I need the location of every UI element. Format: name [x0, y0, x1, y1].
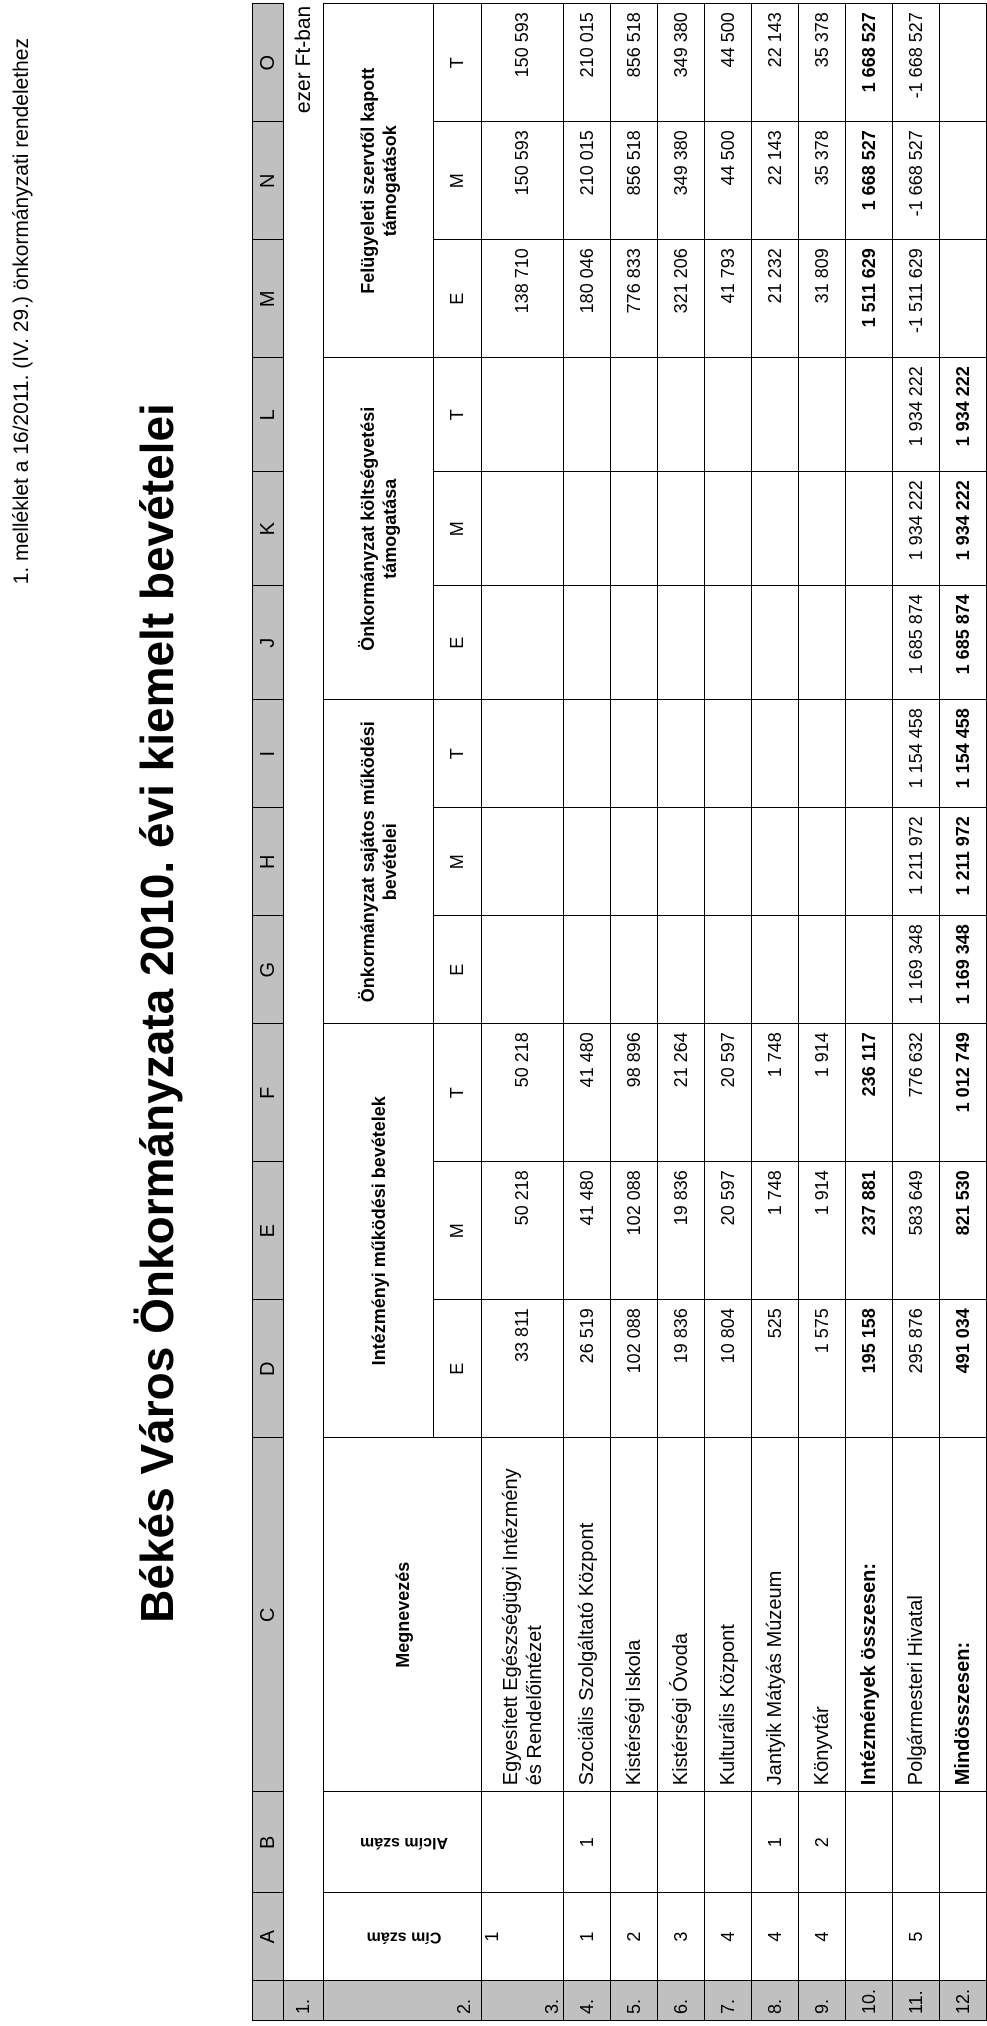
value-cell: 35 378 — [799, 4, 846, 122]
value-cell — [611, 472, 658, 586]
value-cell — [799, 808, 846, 916]
value-cell — [658, 700, 705, 808]
value-cell: 1 934 222 — [940, 472, 987, 586]
column-letter: B — [253, 1792, 284, 1893]
value-cell — [564, 358, 611, 472]
name-cell: Kulturális Központ — [705, 1438, 752, 1792]
row-number: 1. — [284, 1981, 324, 2021]
group-header: Önkormányzat sajátos működési bevételei — [324, 700, 434, 1024]
value-cell: 1 934 222 — [893, 358, 940, 472]
value-cell: 22 143 — [752, 4, 799, 122]
alcim-cell — [482, 1792, 564, 1893]
value-cell: 1 154 458 — [940, 700, 987, 808]
table-row — [564, 4, 611, 2021]
value-cell — [658, 808, 705, 916]
corner-cell — [253, 1981, 284, 2021]
revenue-table — [252, 3, 987, 2021]
value-cell — [752, 358, 799, 472]
alcim-cell: 2 — [799, 1792, 846, 1893]
cim-cell: 4 — [752, 1893, 799, 1981]
value-cell: 150 593 — [482, 4, 564, 122]
value-cell: 180 046 — [564, 240, 611, 358]
value-cell: 21 264 — [658, 1024, 705, 1162]
value-cell — [658, 358, 705, 472]
value-cell: 44 500 — [705, 122, 752, 240]
alcim-cell: 1 — [752, 1792, 799, 1893]
name-cell: Polgármesteri Hivatal — [893, 1438, 940, 1792]
column-letter: N — [253, 122, 284, 240]
value-cell — [705, 586, 752, 700]
cim-cell: 4 — [799, 1893, 846, 1981]
column-letter: C — [253, 1438, 284, 1792]
cim-cell: 4 — [705, 1893, 752, 1981]
value-cell — [799, 916, 846, 1024]
name-cell: Könyvtár — [799, 1438, 846, 1792]
sub-header: E — [434, 586, 482, 700]
value-cell — [611, 700, 658, 808]
value-cell: 26 519 — [564, 1300, 611, 1438]
value-cell: 1 914 — [799, 1162, 846, 1300]
table-row — [752, 4, 799, 2021]
value-cell: 1 575 — [799, 1300, 846, 1438]
alcim-cell — [705, 1792, 752, 1893]
value-cell: 583 649 — [893, 1162, 940, 1300]
table-row — [799, 4, 846, 2021]
value-cell: 1 685 874 — [940, 586, 987, 700]
value-cell — [705, 472, 752, 586]
name-cell: Jantyik Mátyás Múzeum — [752, 1438, 799, 1792]
name-cell: Szociális Szolgáltató Központ — [564, 1438, 611, 1792]
value-cell: 31 809 — [799, 240, 846, 358]
column-letter-row — [253, 4, 284, 2021]
megnevezes-header: Megnevezés — [324, 1438, 482, 1792]
value-cell: 1 211 972 — [940, 808, 987, 916]
row-number: 3. — [482, 1981, 564, 2021]
cim-szam-header — [324, 1893, 482, 1981]
value-cell — [705, 358, 752, 472]
unit-row — [284, 4, 324, 2021]
group-header: Felügyeleti szervtől kapott támogatások — [324, 4, 434, 358]
value-cell: 1 685 874 — [893, 586, 940, 700]
value-cell: 210 015 — [564, 4, 611, 122]
table-row — [482, 4, 564, 2021]
value-cell: 821 530 — [940, 1162, 987, 1300]
value-cell: -1 511 629 — [893, 240, 940, 358]
value-cell: 776 833 — [611, 240, 658, 358]
value-cell: 41 480 — [564, 1024, 611, 1162]
value-cell: 1 934 222 — [940, 358, 987, 472]
value-cell — [752, 916, 799, 1024]
value-cell: 10 804 — [705, 1300, 752, 1438]
column-letter: H — [253, 808, 284, 916]
sub-header: M — [434, 808, 482, 916]
value-cell — [482, 916, 564, 1024]
value-cell: 41 480 — [564, 1162, 611, 1300]
value-cell — [752, 586, 799, 700]
unit-label: ezer Ft-ban — [291, 5, 315, 114]
sub-header: M — [434, 1162, 482, 1300]
value-cell: 1 169 348 — [940, 916, 987, 1024]
column-letter: J — [253, 586, 284, 700]
value-cell — [564, 916, 611, 1024]
value-cell — [846, 808, 893, 916]
value-cell — [482, 472, 564, 586]
cim-cell — [940, 1893, 987, 1981]
sub-header: T — [434, 700, 482, 808]
value-cell — [799, 700, 846, 808]
value-cell — [940, 4, 987, 122]
row-number: 7. — [705, 1981, 752, 2021]
value-cell — [611, 358, 658, 472]
sub-header: T — [434, 4, 482, 122]
name-cell: Kistérségi Óvoda — [658, 1438, 705, 1792]
value-cell — [564, 472, 611, 586]
alcim-szam-label: Alcím szám — [359, 1834, 449, 1852]
value-cell: 236 117 — [846, 1024, 893, 1162]
cim-cell: 2 — [611, 1893, 658, 1981]
column-letter: I — [253, 700, 284, 808]
value-cell: 856 518 — [611, 122, 658, 240]
value-cell — [799, 358, 846, 472]
group-header: Intézményi működési bevételek — [324, 1024, 434, 1438]
sub-header: M — [434, 472, 482, 586]
alcim-szam-header — [324, 1792, 482, 1893]
row-number: 11. — [893, 1981, 940, 2021]
column-letter: E — [253, 1162, 284, 1300]
table-row — [611, 4, 658, 2021]
name-cell: Intézmények összesen: — [846, 1438, 893, 1792]
column-letter: G — [253, 916, 284, 1024]
value-cell — [705, 700, 752, 808]
value-cell — [752, 808, 799, 916]
value-cell: 349 380 — [658, 4, 705, 122]
name-cell: Kistérségi Iskola — [611, 1438, 658, 1792]
column-letter: A — [253, 1893, 284, 1981]
column-letter: F — [253, 1024, 284, 1162]
value-cell — [705, 808, 752, 916]
table-row — [940, 4, 987, 2021]
value-cell: 20 597 — [705, 1162, 752, 1300]
value-cell: 50 218 — [482, 1024, 564, 1162]
value-cell — [752, 700, 799, 808]
row-number: 8. — [752, 1981, 799, 2021]
value-cell: 1 169 348 — [893, 916, 940, 1024]
value-cell: 50 218 — [482, 1162, 564, 1300]
column-letter: M — [253, 240, 284, 358]
value-cell — [564, 586, 611, 700]
value-cell — [611, 586, 658, 700]
value-cell: 19 836 — [658, 1162, 705, 1300]
value-cell: 1 012 749 — [940, 1024, 987, 1162]
value-cell: 210 015 — [564, 122, 611, 240]
value-cell: 150 593 — [482, 122, 564, 240]
value-cell: 525 — [752, 1300, 799, 1438]
sub-header: E — [434, 1300, 482, 1438]
value-cell: 41 793 — [705, 240, 752, 358]
value-cell: 1 748 — [752, 1024, 799, 1162]
name-cell: Mindösszesen: — [940, 1438, 987, 1792]
value-cell — [940, 122, 987, 240]
value-cell: 1 511 629 — [846, 240, 893, 358]
sub-header: E — [434, 240, 482, 358]
sub-header: M — [434, 122, 482, 240]
annex-note: 1. melléklet a 16/2011. (IV. 29.) önkormányzati rendelethez — [10, 38, 33, 585]
alcim-cell — [846, 1792, 893, 1893]
column-letter: L — [253, 358, 284, 472]
sub-header: E — [434, 916, 482, 1024]
value-cell: 21 232 — [752, 240, 799, 358]
value-cell: 20 597 — [705, 1024, 752, 1162]
value-cell: 138 710 — [482, 240, 564, 358]
row-number: 2. — [324, 1981, 482, 2021]
value-cell — [611, 808, 658, 916]
value-cell — [799, 586, 846, 700]
alcim-cell: 1 — [564, 1792, 611, 1893]
value-cell — [658, 472, 705, 586]
row-number: 6. — [658, 1981, 705, 2021]
alcim-cell — [658, 1792, 705, 1893]
row-number: 5. — [611, 1981, 658, 2021]
value-cell: 349 380 — [658, 122, 705, 240]
value-cell: 35 378 — [799, 122, 846, 240]
cim-cell: 1 — [564, 1893, 611, 1981]
value-cell — [705, 916, 752, 1024]
value-cell — [846, 586, 893, 700]
alcim-cell — [893, 1792, 940, 1893]
value-cell — [564, 808, 611, 916]
value-cell: 22 143 — [752, 122, 799, 240]
cim-cell: 3 — [658, 1893, 705, 1981]
sub-header: T — [434, 358, 482, 472]
column-letter: D — [253, 1300, 284, 1438]
row-number: 4. — [564, 1981, 611, 2021]
value-cell: 33 811 — [482, 1300, 564, 1438]
value-cell: 1 748 — [752, 1162, 799, 1300]
value-cell: -1 668 527 — [893, 122, 940, 240]
table-row — [893, 4, 940, 2021]
value-cell — [658, 916, 705, 1024]
column-letter: O — [253, 4, 284, 122]
row-number: 9. — [799, 1981, 846, 2021]
value-cell: 1 934 222 — [893, 472, 940, 586]
value-cell — [846, 700, 893, 808]
value-cell: -1 668 527 — [893, 4, 940, 122]
value-cell — [846, 916, 893, 1024]
column-letter: K — [253, 472, 284, 586]
value-cell — [482, 358, 564, 472]
value-cell: 1 211 972 — [893, 808, 940, 916]
value-cell: 44 500 — [705, 4, 752, 122]
value-cell: 237 881 — [846, 1162, 893, 1300]
group-header-row — [324, 4, 434, 2021]
value-cell — [658, 586, 705, 700]
cim-cell: 1 — [482, 1893, 564, 1981]
cim-szam-label: Cím szám — [366, 1928, 442, 1946]
value-cell — [482, 808, 564, 916]
value-cell — [846, 472, 893, 586]
table-row — [658, 4, 705, 2021]
value-cell: 295 876 — [893, 1300, 940, 1438]
value-cell: 491 034 — [940, 1300, 987, 1438]
alcim-cell — [611, 1792, 658, 1893]
value-cell — [564, 700, 611, 808]
value-cell: 102 088 — [611, 1162, 658, 1300]
value-cell: 856 518 — [611, 4, 658, 122]
name-cell: Egyesített Egészségügyi Intézmény és Rendelőintézet — [482, 1438, 564, 1792]
row-number: 12. — [940, 1981, 987, 2021]
cim-cell — [846, 1893, 893, 1981]
value-cell — [482, 700, 564, 808]
page-title: Békés Város Önkormányzata 2010. évi kiemelt bevételei — [131, 403, 183, 1623]
value-cell: 19 836 — [658, 1300, 705, 1438]
value-cell: 195 158 — [846, 1300, 893, 1438]
row-number: 10. — [846, 1981, 893, 2021]
value-cell: 321 206 — [658, 240, 705, 358]
value-cell — [940, 240, 987, 358]
value-cell — [846, 358, 893, 472]
value-cell — [611, 916, 658, 1024]
value-cell: 1 668 527 — [846, 4, 893, 122]
alcim-cell — [940, 1792, 987, 1893]
value-cell — [752, 472, 799, 586]
value-cell: 776 632 — [893, 1024, 940, 1162]
value-cell: 102 088 — [611, 1300, 658, 1438]
cim-cell: 5 — [893, 1893, 940, 1981]
value-cell: 1 154 458 — [893, 700, 940, 808]
value-cell: 1 668 527 — [846, 122, 893, 240]
value-cell — [482, 586, 564, 700]
table-row — [846, 4, 893, 2021]
value-cell: 98 896 — [611, 1024, 658, 1162]
value-cell — [799, 472, 846, 586]
sub-header: T — [434, 1024, 482, 1162]
table-row — [705, 4, 752, 2021]
group-header: Önkormányzat költségvetési támogatása — [324, 358, 434, 700]
value-cell: 1 914 — [799, 1024, 846, 1162]
